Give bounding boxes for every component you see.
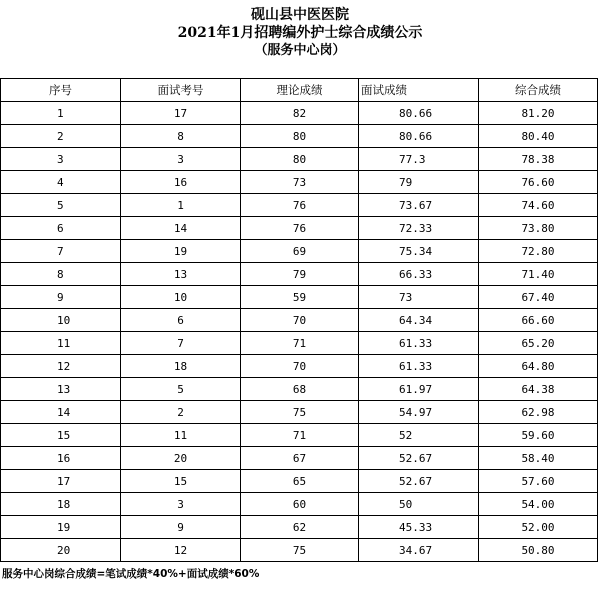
cell-exam-number: 17 <box>121 102 241 125</box>
table-row <box>1 539 598 562</box>
cell-interview-score: 80.66 <box>359 102 479 125</box>
table-body <box>1 102 598 562</box>
hospital-name: 砚山县中医医院 <box>251 7 349 23</box>
cell-seq: 1 <box>1 102 121 125</box>
cell-seq: 11 <box>1 332 121 355</box>
cell-theory-score: 79 <box>241 263 359 286</box>
cell-total-score: 74.60 <box>479 194 598 217</box>
cell-interview-score: 73.67 <box>359 194 479 217</box>
cell-exam-number: 14 <box>121 217 241 240</box>
cell-total-score: 71.40 <box>479 263 598 286</box>
table-row <box>1 217 598 240</box>
cell-total-score: 64.38 <box>479 378 598 401</box>
cell-theory-score: 62 <box>241 516 359 539</box>
cell-theory-score: 76 <box>241 194 359 217</box>
cell-interview-score: 61.33 <box>359 355 479 378</box>
table-row <box>1 447 598 470</box>
cell-total-score: 58.40 <box>479 447 598 470</box>
cell-theory-score: 67 <box>241 447 359 470</box>
cell-theory-score: 76 <box>241 217 359 240</box>
cell-interview-score: 64.34 <box>359 309 479 332</box>
cell-interview-score: 61.33 <box>359 332 479 355</box>
cell-exam-number: 10 <box>121 286 241 309</box>
cell-total-score: 80.40 <box>479 125 598 148</box>
cell-exam-number: 19 <box>121 240 241 263</box>
table-row <box>1 125 598 148</box>
cell-theory-score: 65 <box>241 470 359 493</box>
cell-theory-score: 70 <box>241 355 359 378</box>
cell-seq: 13 <box>1 378 121 401</box>
table-row <box>1 286 598 309</box>
score-table <box>0 78 598 562</box>
table-row <box>1 378 598 401</box>
cell-total-score: 72.80 <box>479 240 598 263</box>
cell-theory-score: 69 <box>241 240 359 263</box>
cell-total-score: 59.60 <box>479 424 598 447</box>
cell-seq: 5 <box>1 194 121 217</box>
cell-exam-number: 13 <box>121 263 241 286</box>
cell-total-score: 65.20 <box>479 332 598 355</box>
cell-seq: 20 <box>1 539 121 562</box>
cell-interview-score: 52.67 <box>359 470 479 493</box>
cell-seq: 14 <box>1 401 121 424</box>
cell-interview-score: 80.66 <box>359 125 479 148</box>
cell-theory-score: 68 <box>241 378 359 401</box>
table-row <box>1 516 598 539</box>
cell-seq: 7 <box>1 240 121 263</box>
header-seq: 序号 <box>1 79 121 102</box>
cell-theory-score: 82 <box>241 102 359 125</box>
cell-exam-number: 5 <box>121 378 241 401</box>
cell-seq: 8 <box>1 263 121 286</box>
cell-seq: 12 <box>1 355 121 378</box>
cell-seq: 19 <box>1 516 121 539</box>
cell-theory-score: 75 <box>241 539 359 562</box>
cell-total-score: 81.20 <box>479 102 598 125</box>
cell-interview-score: 50 <box>359 493 479 516</box>
cell-exam-number: 11 <box>121 424 241 447</box>
cell-interview-score: 45.33 <box>359 516 479 539</box>
cell-seq: 4 <box>1 171 121 194</box>
header-total-score: 综合成绩 <box>479 79 598 102</box>
cell-total-score: 66.60 <box>479 309 598 332</box>
cell-theory-score: 59 <box>241 286 359 309</box>
cell-theory-score: 80 <box>241 125 359 148</box>
cell-interview-score: 54.97 <box>359 401 479 424</box>
table-row <box>1 171 598 194</box>
cell-interview-score: 73 <box>359 286 479 309</box>
cell-theory-score: 70 <box>241 309 359 332</box>
cell-total-score: 64.80 <box>479 355 598 378</box>
cell-seq: 17 <box>1 470 121 493</box>
table-row <box>1 355 598 378</box>
cell-exam-number: 9 <box>121 516 241 539</box>
cell-seq: 6 <box>1 217 121 240</box>
cell-exam-number: 3 <box>121 148 241 171</box>
table-row <box>1 309 598 332</box>
document-header <box>0 6 600 60</box>
table-row <box>1 240 598 263</box>
announcement-title: 2021年1月招聘编外护士综合成绩公示 <box>177 25 423 41</box>
cell-interview-score: 72.33 <box>359 217 479 240</box>
cell-interview-score: 61.97 <box>359 378 479 401</box>
table-row <box>1 148 598 171</box>
cell-theory-score: 73 <box>241 171 359 194</box>
table-row <box>1 470 598 493</box>
cell-exam-number: 20 <box>121 447 241 470</box>
cell-seq: 15 <box>1 424 121 447</box>
cell-interview-score: 77.3 <box>359 148 479 171</box>
cell-interview-score: 52.67 <box>359 447 479 470</box>
header-theory-score: 理论成绩 <box>241 79 359 102</box>
cell-total-score: 57.60 <box>479 470 598 493</box>
cell-exam-number: 15 <box>121 470 241 493</box>
cell-theory-score: 71 <box>241 332 359 355</box>
cell-total-score: 50.80 <box>479 539 598 562</box>
cell-seq: 16 <box>1 447 121 470</box>
table-header-row <box>1 79 598 102</box>
cell-interview-score: 79 <box>359 171 479 194</box>
table-row <box>1 332 598 355</box>
cell-exam-number: 18 <box>121 355 241 378</box>
cell-interview-score: 75.34 <box>359 240 479 263</box>
cell-exam-number: 6 <box>121 309 241 332</box>
header-exam-number: 面试考号 <box>121 79 241 102</box>
cell-total-score: 62.98 <box>479 401 598 424</box>
cell-total-score: 67.40 <box>479 286 598 309</box>
cell-exam-number: 8 <box>121 125 241 148</box>
header-interview-score: 面试成绩 <box>359 79 479 102</box>
cell-seq: 10 <box>1 309 121 332</box>
cell-exam-number: 16 <box>121 171 241 194</box>
cell-theory-score: 75 <box>241 401 359 424</box>
cell-theory-score: 60 <box>241 493 359 516</box>
cell-interview-score: 66.33 <box>359 263 479 286</box>
table-row <box>1 102 598 125</box>
cell-theory-score: 80 <box>241 148 359 171</box>
cell-exam-number: 2 <box>121 401 241 424</box>
cell-interview-score: 34.67 <box>359 539 479 562</box>
table-row <box>1 424 598 447</box>
cell-exam-number: 12 <box>121 539 241 562</box>
cell-total-score: 54.00 <box>479 493 598 516</box>
cell-total-score: 76.60 <box>479 171 598 194</box>
position-subtitle: （服务中心岗） <box>254 43 346 58</box>
cell-seq: 9 <box>1 286 121 309</box>
cell-seq: 18 <box>1 493 121 516</box>
table-row <box>1 401 598 424</box>
cell-total-score: 52.00 <box>479 516 598 539</box>
scoring-formula-note: 服务中心岗综合成绩=笔试成绩*40%+面试成绩*60% <box>2 568 260 580</box>
cell-interview-score: 52 <box>359 424 479 447</box>
table-row <box>1 263 598 286</box>
cell-exam-number: 7 <box>121 332 241 355</box>
cell-theory-score: 71 <box>241 424 359 447</box>
table-row <box>1 493 598 516</box>
cell-total-score: 78.38 <box>479 148 598 171</box>
cell-seq: 3 <box>1 148 121 171</box>
cell-exam-number: 1 <box>121 194 241 217</box>
cell-total-score: 73.80 <box>479 217 598 240</box>
cell-seq: 2 <box>1 125 121 148</box>
cell-exam-number: 3 <box>121 493 241 516</box>
table-row <box>1 194 598 217</box>
